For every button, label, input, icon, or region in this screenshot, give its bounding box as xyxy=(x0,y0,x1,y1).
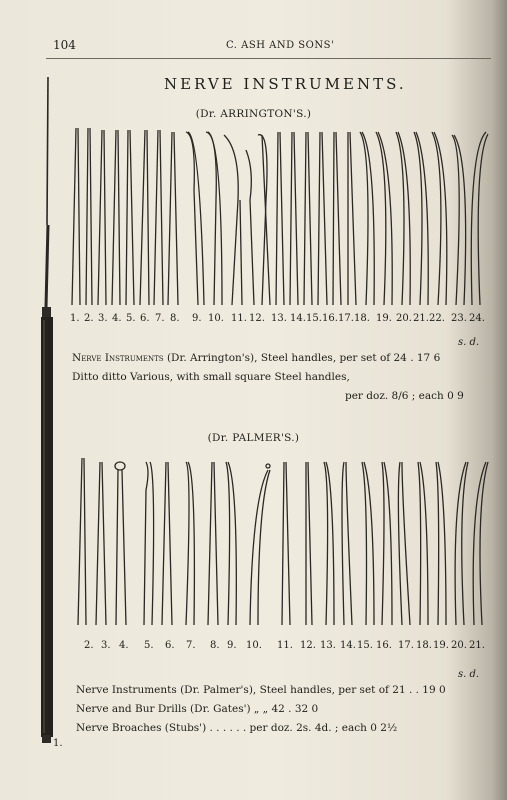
arrington-line1-text: (Dr. Arrington's), Steel handles, per set of 24 . 17 6 xyxy=(166,352,441,364)
arrington-number: 9. xyxy=(192,313,202,324)
palmer-number: 11. xyxy=(277,640,293,651)
arrington-number: 20. xyxy=(396,313,412,324)
palmer-subtitle: (Dr. PALMER'S.) xyxy=(207,432,300,444)
arrington-number: 23. xyxy=(451,313,467,324)
arrington-number: 10. xyxy=(208,313,224,324)
arrington-number: 22. xyxy=(429,313,445,324)
arrington-number: 3. xyxy=(98,313,108,324)
arrington-number: 8. xyxy=(170,313,180,324)
palmer-price-line-3: Nerve Broaches (Stubs') . . . . . . per doz. 2s. 4d. ; each 0 2½ xyxy=(76,722,398,734)
palmer-number: 5. xyxy=(144,640,154,651)
arrington-price-line-3: per doz. 8/6 ; each 0 9 xyxy=(345,390,464,402)
palmer-number: 2. xyxy=(84,640,94,651)
palmer-number: 3. xyxy=(101,640,111,651)
handle-label: 1. xyxy=(53,738,63,749)
running-header: C. ASH AND SONS' xyxy=(226,40,335,51)
arrington-price-header: s. d. xyxy=(458,337,480,348)
arrington-number: 24. xyxy=(469,313,485,324)
palmer-price-header: s. d. xyxy=(458,669,480,680)
arrington-subtitle: (Dr. ARRINGTON'S.) xyxy=(195,108,312,120)
arrington-number: 16. xyxy=(322,313,338,324)
arrington-number: 12. xyxy=(249,313,265,324)
arrington-number: 11. xyxy=(231,313,247,324)
arrington-number: 1. xyxy=(70,313,80,324)
page-number: 104 xyxy=(53,38,76,52)
palmer-number: 14. xyxy=(340,640,356,651)
palmer-number: 21. xyxy=(469,640,485,651)
arrington-number: 19. xyxy=(376,313,392,324)
arrington-number: 18. xyxy=(354,313,370,324)
arrington-number: 6. xyxy=(140,313,150,324)
arrington-number: 4. xyxy=(112,313,122,324)
palmer-number: 4. xyxy=(119,640,129,651)
palmer-number: 17. xyxy=(398,640,414,651)
palmer-number: 18. xyxy=(416,640,432,651)
palmer-number: 6. xyxy=(165,640,175,651)
page-title: NERVE INSTRUMENTS. xyxy=(164,75,407,93)
palmer-number: 16. xyxy=(376,640,392,651)
arrington-number: 5. xyxy=(126,313,136,324)
arrington-price-line-2: Ditto ditto Various, with small square Steel handles, xyxy=(72,371,350,383)
palmer-number: 19. xyxy=(433,640,449,651)
palmer-number: 15. xyxy=(357,640,373,651)
arrington-number: 7. xyxy=(155,313,165,324)
palmer-number: 10. xyxy=(246,640,262,651)
palmer-number: 12. xyxy=(300,640,316,651)
palmer-number: 8. xyxy=(210,640,220,651)
arrington-number: 13. xyxy=(271,313,287,324)
arrington-number: 21. xyxy=(413,313,429,324)
palmer-number: 13. xyxy=(320,640,336,651)
palmer-number: 7. xyxy=(186,640,196,651)
palmer-number: 20. xyxy=(451,640,467,651)
arrington-line1-lead: Nerve Instruments xyxy=(72,352,164,364)
palmer-price-line-2: Nerve and Bur Drills (Dr. Gates') „ „ 42 . 32 0 xyxy=(76,703,319,715)
arrington-number: 14. xyxy=(290,313,306,324)
arrington-number: 2. xyxy=(84,313,94,324)
arrington-number: 17. xyxy=(338,313,354,324)
arrington-number: 15. xyxy=(306,313,322,324)
palmer-number: 9. xyxy=(227,640,237,651)
palmer-price-line-1: Nerve Instruments (Dr. Palmer's), Steel handles, per set of 21 . . 19 0 xyxy=(76,684,446,696)
